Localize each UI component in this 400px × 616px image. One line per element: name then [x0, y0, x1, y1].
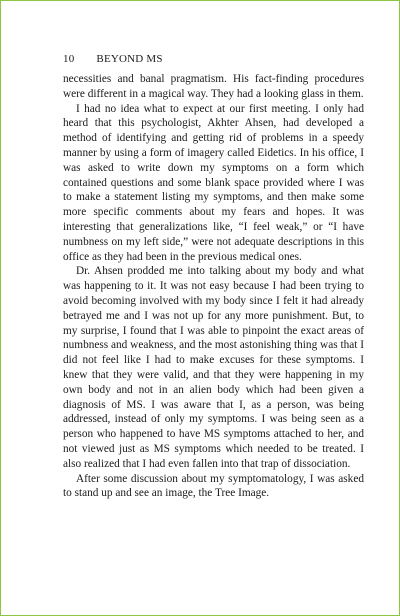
body-text — [63, 72, 364, 501]
running-header — [63, 53, 163, 65]
paragraph-tree-image: After some discussion about my symptomatology, I was asked to stand up and see an image, the Tree Image. — [63, 472, 364, 500]
paragraph-first-meeting: I had no idea what to expect at our first meeting. I only had heard that this psychologist, Akhter Ahsen, had developed a method of identifying and getting rid of problems in a speedy manner by using a form of imagery called Eidetics. In his office, I was asked to write down my symptoms on a form which contained questions and some blank space provided where I was to make a statement listing my symptoms, and then make some more specific comments about my fears and hopes. It was interesting that generalizations like, “I feel weak,” or “I have numbness on my left side,” were not adequate descriptions in this office as they had been in the previous medical ones. — [63, 102, 364, 263]
paragraph-continuation: necessities and banal pragmatism. His fact-finding procedures were different in a magical way. They had a looking glass in them. — [63, 73, 364, 100]
paragraph-dr-ahsen: Dr. Ahsen prodded me into talking about my body and what was happening to it. It was not easy because I had been trying to avoid becoming involved with my body since I felt it had already betrayed me and I was not up for any more punishment. But, to my surprise, I found that I was able to pinpoint the exact areas of numbness and weakness, and the most astonishing thing was that I did not feel like I had to make excuses for these symptoms. I knew that they were valid, and that they were happening in my own body and not in an alien body which had been given a diagnosis of MS. I was aware that I, as a person, was being addressed, instead of only my symptoms. I was being seen as a person who happened to have MS symptoms attached to her, and not viewed just as MS symptoms which needed to be treated. I also realized that I had even fallen into that trap of dissociation. — [63, 265, 364, 470]
running-title: BEYOND MS — [96, 53, 163, 65]
page-number: 10 — [63, 53, 75, 65]
